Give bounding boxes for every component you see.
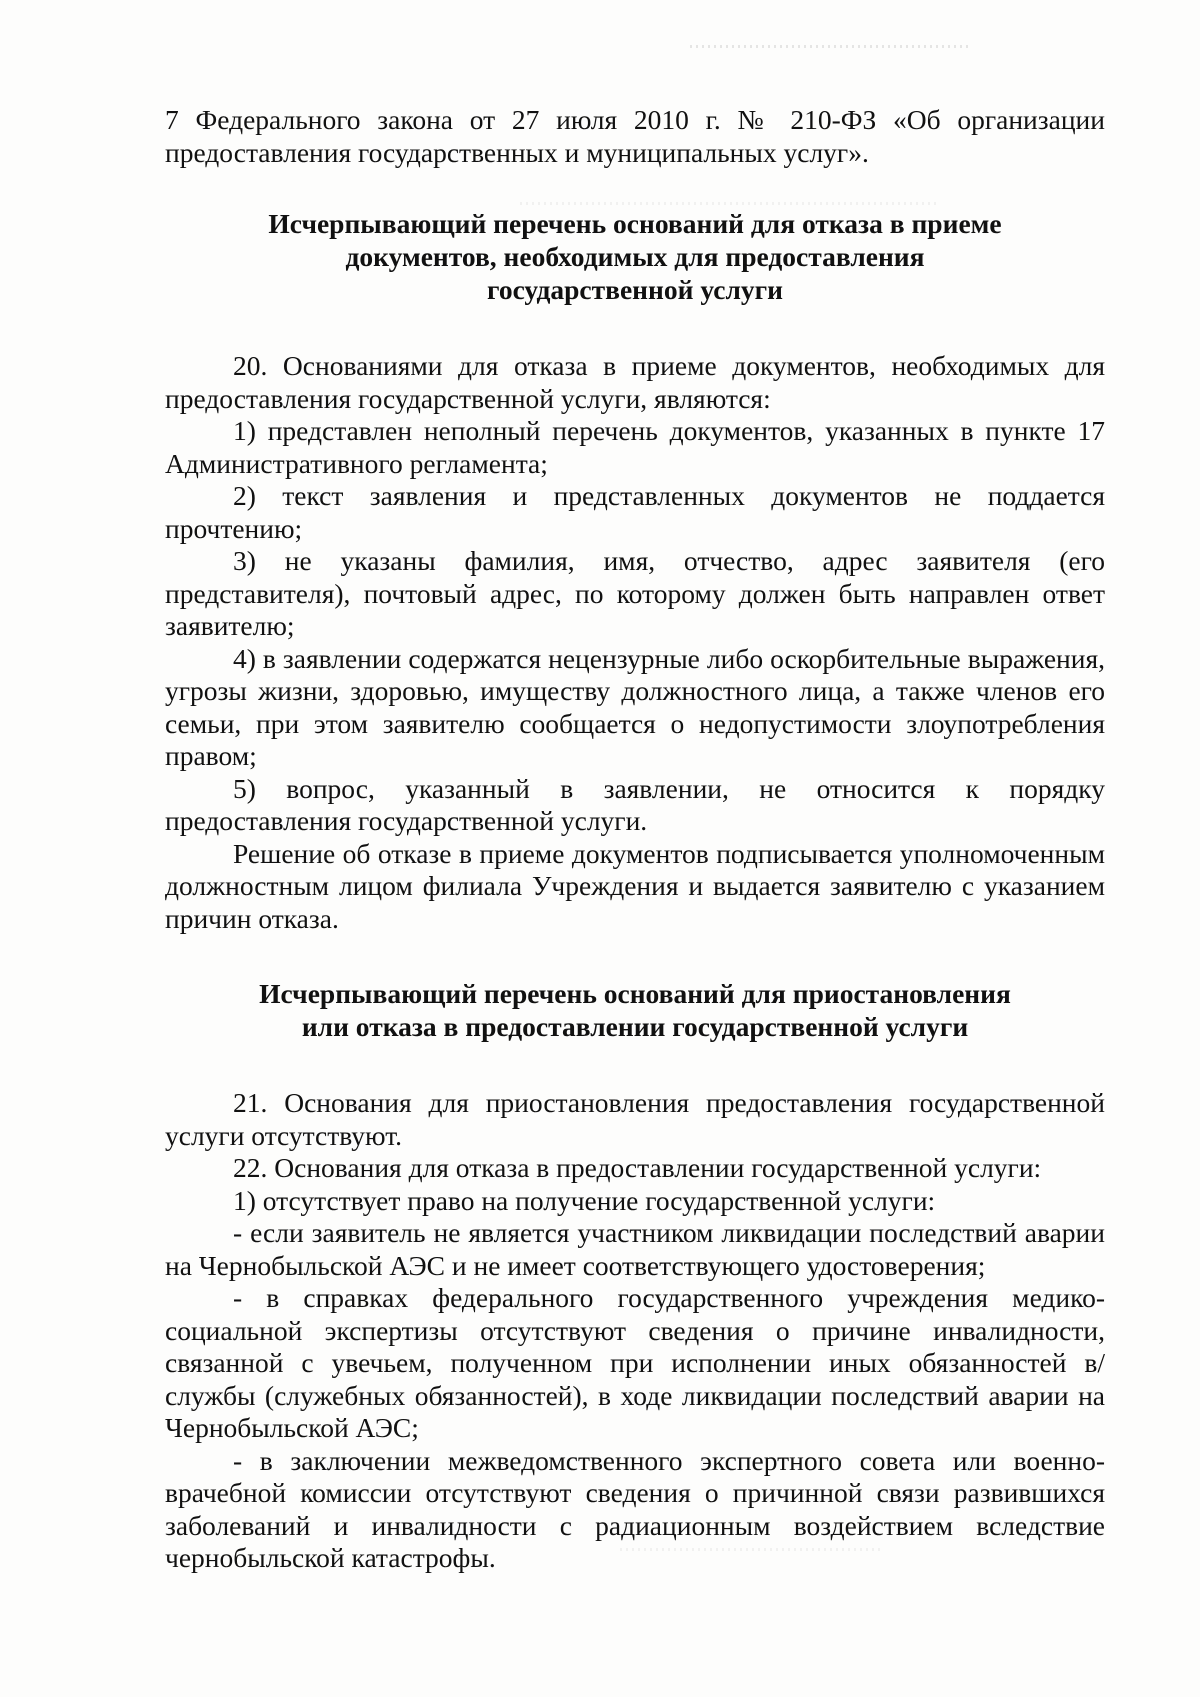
heading-line: документов, необходимых для предоставления (345, 241, 925, 272)
list-item-2: 2) текст заявления и представленных документов не поддается прочтению; (165, 480, 1105, 544)
dash-item-3: - в заключении межведомственного экспертного совета или военно-врачебной комиссии отсутствуют сведения о причинной связи развившихся заболеваний и инвалидности с радиационным воздействием вследствие чернобыльской катастрофы. (165, 1444, 1105, 1573)
dash-item-1: - если заявитель не является участником ликвидации последствий аварии на Чернобыльской АЭС и не имеет соответствующего удостоверения; (165, 1217, 1105, 1281)
heading-line: Исчерпывающий перечень оснований для отказа в приеме (268, 208, 1002, 239)
heading-line: Исчерпывающий перечень оснований для приостановления (259, 978, 1011, 1009)
list-item-5: 5) вопрос, указанный в заявлении, не относится к порядку предоставления государственной услуги. (165, 772, 1105, 836)
section-heading-1 (165, 207, 1105, 306)
heading-line: государственной услуги (487, 274, 783, 305)
decision-paragraph: Решение об отказе в приеме документов подписывается уполномоченным должностным лицом филиала Учреждения и выдается заявителю с указанием причин отказа. (165, 837, 1105, 934)
document-body (165, 104, 1105, 1575)
dash-item-2: - в справках федерального государственного учреждения медико-социальной экспертизы отсутствуют сведения о причине инвалидности, связанной с увечьем, полученном при исполнении иных обязанностей в/службы (служебных обязанностей), в ходе ликвидации последствий аварии на Чернобыльской АЭС; (165, 1282, 1105, 1443)
list-item-3: 3) не указаны фамилия, имя, отчество, адрес заявителя (его представителя), почтовый адрес, по которому должен быть направлен ответ заявителю; (165, 545, 1105, 641)
paragraph-21: 21. Основания для приостановления предоставления государственной услуги отсутствуют. (165, 1087, 1105, 1151)
heading-line: или отказа в предоставлении государственной услуги (301, 1011, 969, 1042)
scan-artifact (690, 45, 970, 48)
section-heading-2 (165, 977, 1105, 1043)
paragraph-22-item-1: 1) отсутствует право на получение государственной услуги: (233, 1184, 936, 1216)
list-item-1: 1) представлен неполный перечень документов, указанных в пункте 17 Административного регламента; (165, 415, 1105, 479)
paragraph-20: 20. Основаниями для отказа в приеме документов, необходимых для предоставления государственной услуги, являются: (165, 350, 1105, 414)
intro-paragraph: 7 Федерального закона от 27 июля 2010 г. № 210-ФЗ «Об организации предоставления государственных и муниципальных услуг». (165, 104, 1105, 168)
list-item-4: 4) в заявлении содержатся нецензурные либо оскорбительные выражения, угрозы жизни, здоровью, имуществу должностного лица, а также членов его семьи, при этом заявителю сообщается о недопустимости злоупотребления правом; (165, 642, 1105, 771)
paragraph-22: 22. Основания для отказа в предоставлении государственной услуги: (233, 1152, 1042, 1183)
